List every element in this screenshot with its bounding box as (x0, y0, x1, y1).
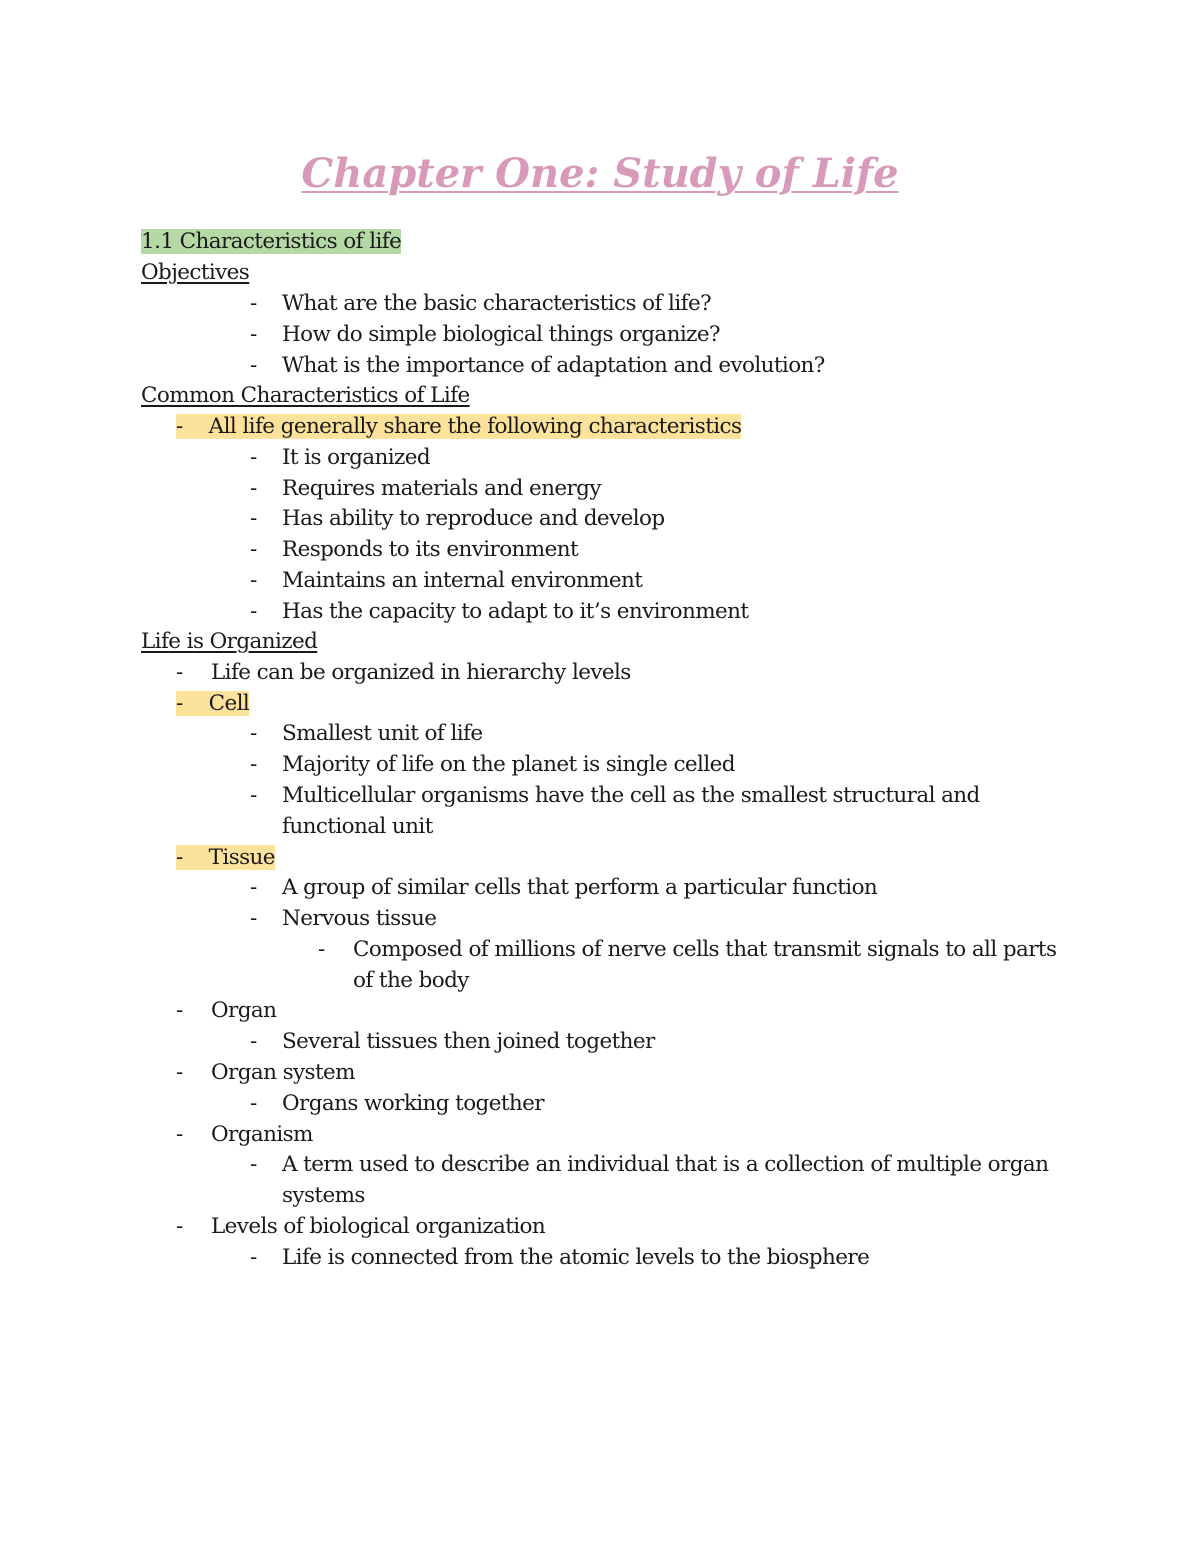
list-item (250, 1027, 655, 1058)
list-item (250, 351, 825, 382)
bullet-dash: - (250, 783, 257, 808)
bullet-dash: - (176, 845, 183, 870)
list-item-text: Organ (211, 998, 277, 1023)
highlighted-item (176, 412, 741, 443)
list-item-text: Composed of millions of nerve cells that transmit signals to all parts (353, 937, 1057, 962)
bullet-dash: - (250, 353, 257, 378)
list-item (250, 781, 980, 812)
list-item (176, 1212, 546, 1243)
list-item (250, 535, 578, 566)
list-item-text: Life can be organized in hierarchy levels (211, 660, 631, 685)
list-item (176, 658, 631, 689)
list-item (250, 289, 712, 320)
bullet-dash: - (250, 721, 257, 746)
highlight (176, 845, 275, 870)
bullet-dash: - (250, 291, 257, 316)
bullet-dash: - (176, 660, 183, 685)
list-item-text: A term used to describe an individual that is a collection of multiple organ (282, 1152, 1049, 1177)
list-item-text: All life generally share the following characteristics (208, 414, 742, 439)
list-item (250, 873, 878, 904)
bullet-dash: - (176, 414, 183, 439)
highlighted-item (176, 689, 249, 720)
list-item-text: Has the capacity to adapt to it’s environment (282, 599, 749, 624)
list-item (250, 597, 749, 628)
list-item-text: Responds to its environment (282, 537, 578, 562)
objectives-heading: Objectives (141, 260, 250, 285)
highlighted-item (176, 843, 275, 874)
bullet-dash: - (176, 1060, 183, 1085)
list-item (176, 1058, 355, 1089)
bullet-dash: - (176, 1214, 183, 1239)
bullet-dash: - (176, 998, 183, 1023)
list-item-text: Several tissues then joined together (282, 1029, 655, 1054)
list-item-text: Organ system (211, 1060, 355, 1085)
list-item-text: Maintains an internal environment (282, 568, 643, 593)
bullet-dash: - (250, 906, 257, 931)
bullet-dash: - (318, 937, 325, 962)
list-item-text: Organs working together (282, 1091, 544, 1116)
list-item-text: A group of similar cells that perform a particular function (282, 875, 878, 900)
list-item-text: Organism (211, 1122, 313, 1147)
list-item-text: Cell (208, 691, 250, 716)
page-title: Chapter One: Study of Life (301, 150, 899, 197)
bullet-dash: - (176, 691, 183, 716)
bullet-dash: - (250, 1245, 257, 1270)
bullet-dash: - (250, 599, 257, 624)
list-item-text: Tissue (208, 845, 275, 870)
bullet-dash: - (250, 752, 257, 777)
highlight (176, 414, 741, 439)
list-item (176, 996, 277, 1027)
list-item-text: What are the basic characteristics of life? (282, 291, 712, 316)
list-item (250, 719, 483, 750)
list-item (250, 566, 643, 597)
bullet-dash: - (250, 537, 257, 562)
list-item (250, 320, 720, 351)
bullet-dash: - (250, 875, 257, 900)
bullet-dash: - (250, 568, 257, 593)
common-heading: Common Characteristics of Life (141, 383, 470, 408)
list-item (176, 1120, 313, 1151)
bullet-dash: - (250, 1152, 257, 1177)
list-item (250, 474, 601, 505)
list-item-text: What is the importance of adaptation and evolution? (282, 353, 825, 378)
organized-heading: Life is Organized (141, 629, 318, 654)
highlight (176, 691, 249, 716)
bullet-dash: - (250, 476, 257, 501)
list-item-continuation: functional unit (282, 814, 433, 839)
list-item-continuation: systems (282, 1183, 365, 1208)
list-item-text: Nervous tissue (282, 906, 437, 931)
list-item-text: Smallest unit of life (282, 721, 483, 746)
bullet-dash: - (250, 322, 257, 347)
list-item (250, 1089, 544, 1120)
list-item (250, 1243, 870, 1274)
list-item (250, 504, 665, 535)
list-item-text: It is organized (282, 445, 431, 470)
list-item (250, 443, 431, 474)
list-item (250, 750, 735, 781)
bullet-dash: - (250, 445, 257, 470)
section-heading-row (141, 227, 401, 258)
list-item-text: Has ability to reproduce and develop (282, 506, 665, 531)
list-item-text: How do simple biological things organize? (282, 322, 720, 347)
bullet-dash: - (250, 1029, 257, 1054)
list-item-text: Majority of life on the planet is single celled (282, 752, 735, 777)
section-heading: 1.1 Characteristics of life (141, 229, 402, 254)
list-item-text: Requires materials and energy (282, 476, 601, 501)
list-item-continuation: of the body (353, 968, 469, 993)
list-item (250, 904, 437, 935)
list-item-text: Multicellular organisms have the cell as the smallest structural and (282, 783, 980, 808)
bullet-dash: - (250, 506, 257, 531)
list-item (318, 935, 1057, 966)
list-item-text: Levels of biological organization (211, 1214, 546, 1239)
bullet-dash: - (250, 1091, 257, 1116)
list-item (250, 1150, 1049, 1181)
list-item-text: Life is connected from the atomic levels to the biosphere (282, 1245, 870, 1270)
bullet-dash: - (176, 1122, 183, 1147)
